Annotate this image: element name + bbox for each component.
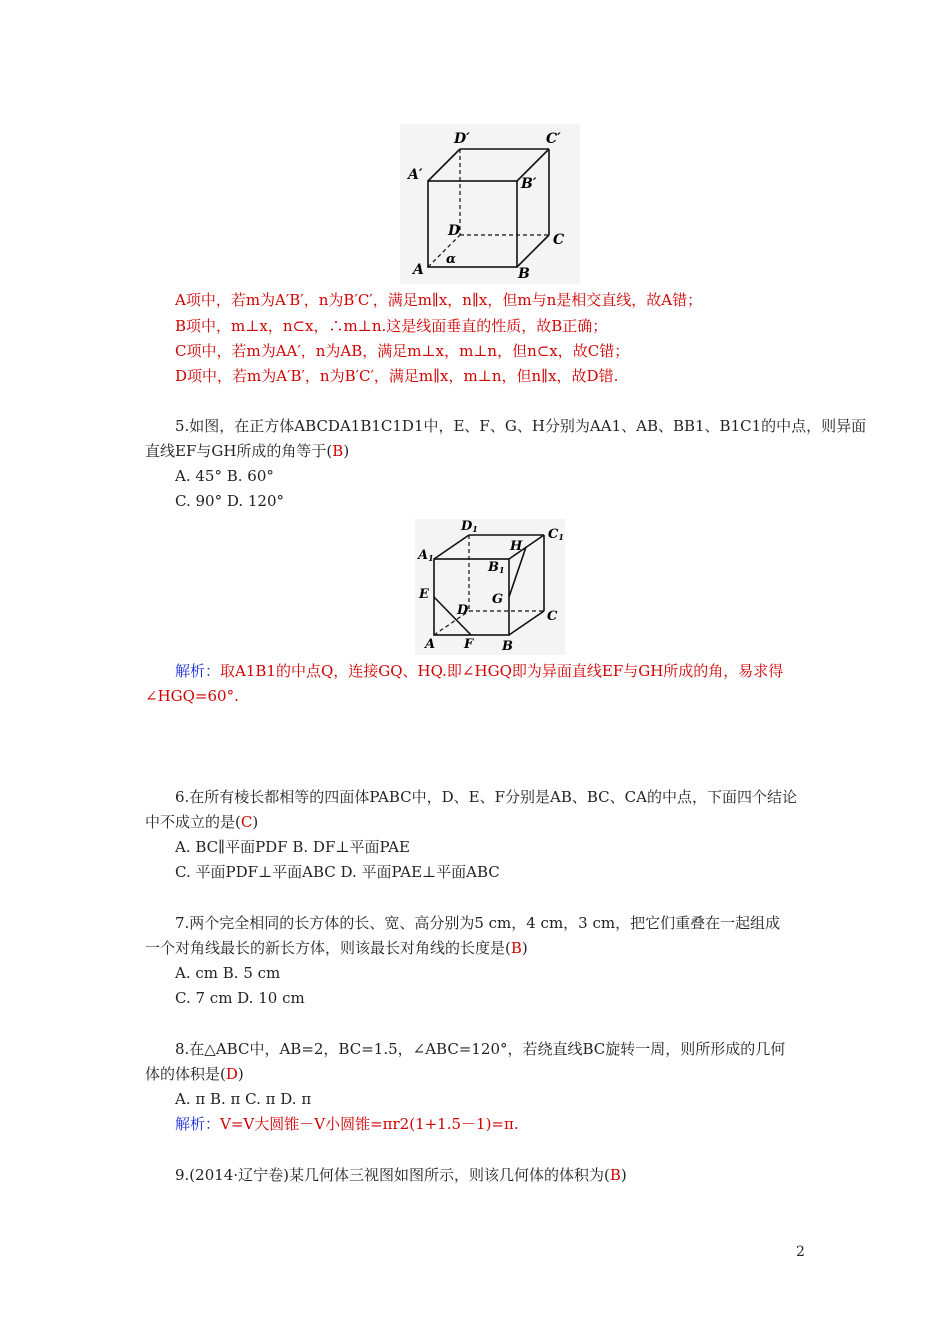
label-c: C — [553, 232, 565, 248]
label-alpha: α — [446, 252, 457, 267]
q8-stem-line-1: 8.在△ABC中，AB=2，BC=1.5，∠ABC=120°，若绕直线BC旋转一周，则所形成的几何 — [175, 1040, 786, 1058]
q8-answer: D — [225, 1065, 238, 1083]
q6-stem-line-2: 中不成立的是(C) — [145, 813, 259, 831]
label-d: D — [457, 603, 469, 618]
q5-answer: B — [332, 442, 344, 460]
label-b1: B1 — [488, 560, 505, 575]
q6-options-row-1: A. BC∥平面PDF B. DF⊥平面PAE — [175, 838, 410, 856]
q4-solution-line-4: D项中，若m为A′B′，n为B′C′，满足m∥x，m⊥n，但n∥x，故D错. — [175, 367, 619, 385]
q5-stem-line-1: 5.如图，在正方体ABCDA1B1C1D1中，E、F、G、H分别为AA1、AB、BB1、B1C1的中点，则异面 — [175, 417, 867, 435]
label-h: H — [510, 539, 523, 554]
label-c-prime: C′ — [546, 131, 561, 147]
label-b-prime: B′ — [521, 176, 537, 192]
cube-figure-1 — [400, 124, 580, 284]
q7-answer: B — [510, 939, 522, 957]
label-a1: A1 — [418, 548, 434, 563]
analysis-label: 解析： — [175, 1115, 221, 1133]
q5-analysis-line-1: 解析：取A1B1的中点Q，连接GQ、HQ.即∠HGQ即为异面直线EF与GH所成的角，易求得 — [175, 662, 784, 680]
q7-options-row-2: C. 7 cm D. 10 cm — [175, 989, 305, 1007]
q8-options-row-1: A. π B. π C. π D. π — [175, 1090, 312, 1108]
q5-analysis-line-2: ∠HGQ=60°. — [145, 687, 239, 705]
label-d: D — [448, 223, 461, 239]
q6-options-row-2: C. 平面PDF⊥平面ABC D. 平面PAE⊥平面ABC — [175, 863, 500, 881]
q8-analysis: 解析：V=V大圆锥－V小圆锥=πr2(1+1.5－1)=π. — [175, 1115, 519, 1133]
cube-figure-2 — [415, 519, 565, 655]
label-c: C — [547, 609, 558, 624]
label-b: B — [502, 639, 513, 654]
q6-answer: C — [240, 813, 253, 831]
q9-stem-line-1: 9.(2014·辽宁卷)某几何体三视图如图所示，则该几何体的体积为(B) — [175, 1166, 627, 1184]
q9-answer: B — [609, 1166, 621, 1184]
label-c1: C1 — [548, 527, 564, 542]
q6-stem-line-1: 6.在所有棱长都相等的四面体PABC中，D、E、F分别是AB、BC、CA的中点，下面四个结论 — [175, 788, 797, 806]
page-number: 2 — [796, 1244, 805, 1260]
q4-solution-line-1: A项中，若m为A′B′，n为B′C′，满足m∥x，n∥x，但m与n是相交直线，故A错； — [175, 291, 703, 309]
q8-stem-line-2: 体的体积是(D) — [145, 1065, 244, 1083]
q5-options-row-2: C. 90° D. 120° — [175, 492, 284, 510]
label-d-prime: D′ — [454, 131, 470, 147]
q5-options-row-1: A. 45° B. 60° — [175, 467, 274, 485]
q5-stem-line-2: 直线EF与GH所成的角等于(B) — [145, 442, 350, 460]
q7-stem-line-1: 7.两个完全相同的长方体的长、宽、高分别为5 cm，4 cm，3 cm，把它们重叠在一起组成 — [175, 914, 781, 932]
label-a-prime: A′ — [408, 167, 423, 183]
q7-stem-line-2: 一个对角线最长的新长方体，则该最长对角线的长度是(B) — [145, 939, 528, 957]
q7-options-row-1: A. cm B. 5 cm — [175, 964, 281, 982]
analysis-label: 解析： — [175, 662, 221, 680]
label-e: E — [419, 587, 429, 602]
label-f: F — [464, 637, 474, 652]
q4-solution-line-3: C项中，若m为AA′，n为AB，满足m⊥x，m⊥n，但n⊂x，故C错； — [175, 342, 630, 360]
label-b: B — [518, 266, 530, 282]
label-d1: D1 — [461, 519, 478, 534]
label-g: G — [492, 592, 504, 607]
label-a: A — [413, 262, 424, 278]
q4-solution-line-2: B项中，m⊥x，n⊂x，∴m⊥n.这是线面垂直的性质，故B正确； — [175, 317, 608, 335]
label-a: A — [425, 637, 436, 652]
